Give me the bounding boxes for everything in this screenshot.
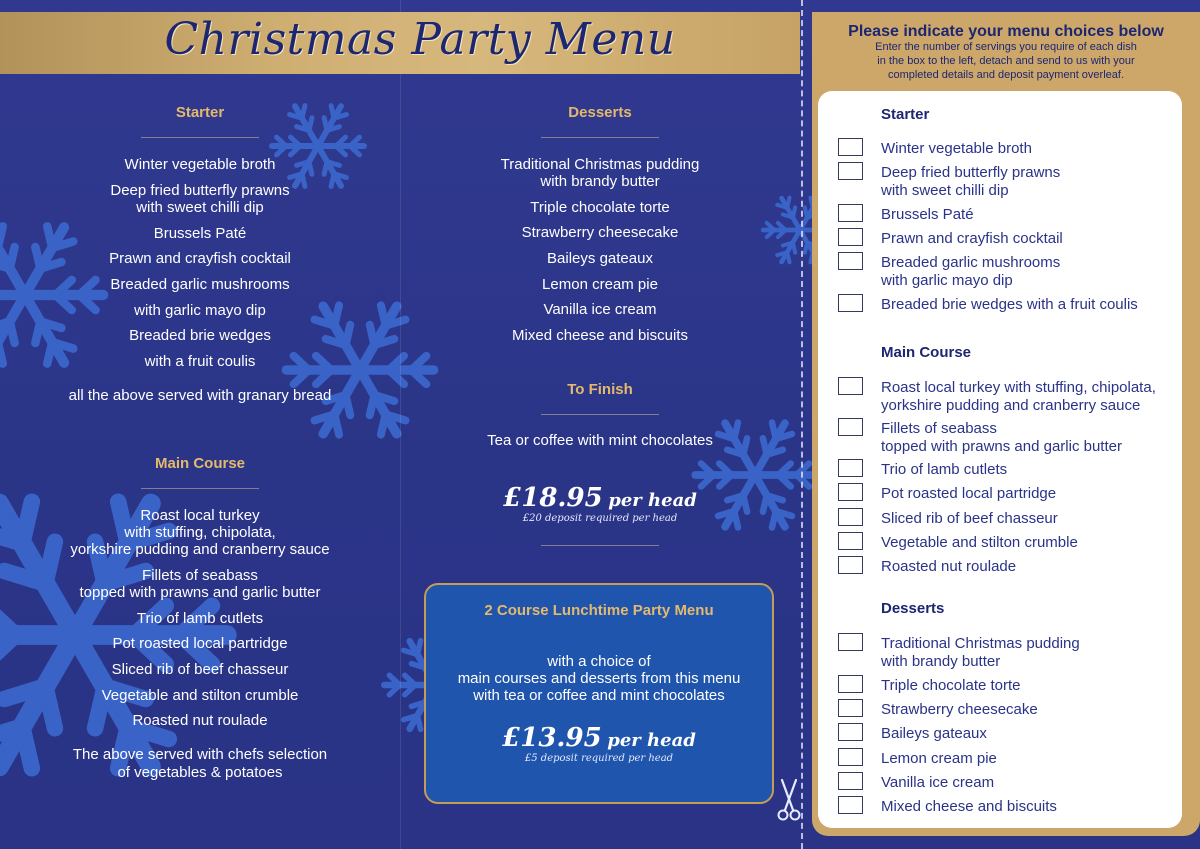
desserts-heading: Desserts <box>568 104 632 121</box>
list-item: Trio of lamb cutlets <box>136 610 264 627</box>
list-item: Lemon cream pie <box>542 276 658 293</box>
list-item: Vanilla ice cream <box>543 301 657 318</box>
servings-box[interactable] <box>838 532 863 550</box>
servings-box[interactable] <box>838 675 863 693</box>
main-note: of vegetables & potatoes <box>117 764 283 781</box>
list-item: Deep fried butterfly prawns <box>110 182 290 199</box>
list-item: Triple chocolate torte <box>530 199 670 216</box>
list-item: Breaded brie wedges <box>129 327 271 344</box>
lunch-menu-box <box>424 583 774 804</box>
divider <box>541 414 659 415</box>
page-title: Christmas Party Menu <box>164 14 676 65</box>
servings-box[interactable] <box>838 483 863 501</box>
price-amount: £18.95 <box>503 483 603 513</box>
form-starter-heading: Starter <box>881 106 930 123</box>
servings-box[interactable] <box>838 162 863 180</box>
divider <box>541 545 659 546</box>
starter-note: all the above served with granary bread <box>68 387 332 404</box>
form-header <box>812 12 1200 86</box>
list-item: with brandy butter <box>540 173 660 190</box>
starter-heading: Starter <box>175 104 225 121</box>
form-item: Mixed cheese and biscuits <box>881 798 1057 815</box>
list-item: Winter vegetable broth <box>124 156 276 173</box>
perforation-line <box>801 0 803 849</box>
list-item: Baileys gateaux <box>547 250 653 267</box>
form-item: Breaded brie wedges with a fruit coulis <box>881 296 1138 313</box>
form-instruction-line: in the box to the left, detach and send to us with your <box>877 55 1135 67</box>
form-item: Roasted nut roulade <box>881 558 1017 575</box>
list-item: with stuffing, chipolata, <box>124 524 276 541</box>
list-item: Prawn and crayfish cocktail <box>109 250 291 267</box>
list-item: topped with prawns and garlic butter <box>79 584 321 601</box>
price-per-head <box>400 483 800 513</box>
servings-box[interactable] <box>838 748 863 766</box>
list-item: Mixed cheese and biscuits <box>512 327 688 344</box>
servings-box[interactable] <box>838 204 863 222</box>
servings-box[interactable] <box>838 508 863 526</box>
lunch-line: with tea or coffee and mint chocolates <box>473 687 725 704</box>
lunch-line: with a choice of <box>547 653 651 670</box>
servings-box[interactable] <box>838 723 863 741</box>
form-item: Sliced rib of beef chasseur <box>881 510 1058 527</box>
form-item: Fillets of seabass topped with prawns and garlic butter <box>881 420 1122 455</box>
list-item: Roast local turkey <box>140 507 260 524</box>
list-item: Vegetable and stilton crumble <box>101 687 299 704</box>
list-item: yorkshire pudding and cranberry sauce <box>70 541 330 558</box>
servings-box[interactable] <box>838 228 863 246</box>
form-item: Breaded garlic mushrooms with garlic mayo dip <box>881 254 1061 289</box>
lunch-line: main courses and desserts from this menu <box>457 670 741 687</box>
form-desserts-heading: Desserts <box>881 600 945 617</box>
main-note: The above served with chefs selection <box>72 746 328 763</box>
form-title: Please indicate your menu choices below <box>848 23 1164 40</box>
servings-box[interactable] <box>838 418 863 436</box>
main-heading: Main Course <box>154 455 245 472</box>
list-item: with sweet chilli dip <box>136 199 264 216</box>
per-head-label: per head <box>607 730 696 751</box>
left-column <box>0 0 400 849</box>
servings-box[interactable] <box>838 699 863 717</box>
servings-box[interactable] <box>838 633 863 651</box>
list-item: Sliced rib of beef chasseur <box>111 661 289 678</box>
lunch-heading: 2 Course Lunchtime Party Menu <box>484 602 714 619</box>
form-item: Brussels Paté <box>881 206 974 223</box>
servings-box[interactable] <box>838 772 863 790</box>
form-instructions <box>812 40 1200 82</box>
list-item: Brussels Paté <box>153 225 247 242</box>
form-item: Strawberry cheesecake <box>881 701 1038 718</box>
list-item: with a fruit coulis <box>144 353 256 370</box>
servings-box[interactable] <box>838 294 863 312</box>
form-item: Trio of lamb cutlets <box>881 461 1008 478</box>
form-item: Deep fried butterfly prawns with sweet chilli dip <box>881 164 1061 199</box>
finish-item: Tea or coffee with mint chocolates <box>487 432 713 449</box>
form-item: Winter vegetable broth <box>881 140 1032 157</box>
servings-box[interactable] <box>838 377 863 395</box>
form-item: Prawn and crayfish cocktail <box>881 230 1063 247</box>
form-item: Triple chocolate torte <box>881 677 1021 694</box>
servings-box[interactable] <box>838 459 863 477</box>
form-item: Vanilla ice cream <box>881 774 995 791</box>
form-main-heading: Main Course <box>881 344 972 361</box>
form-item: Lemon cream pie <box>881 750 997 767</box>
deposit-note: £20 deposit required per head <box>522 513 678 524</box>
per-head-label: per head <box>608 490 697 511</box>
deposit-note: £5 deposit required per head <box>524 753 674 764</box>
divider <box>541 137 659 138</box>
list-item: with garlic mayo dip <box>134 302 266 319</box>
form-instruction-line: completed details and deposit payment overleaf. <box>887 69 1125 81</box>
lunch-price <box>426 723 772 753</box>
list-item: Strawberry cheesecake <box>521 224 679 241</box>
divider <box>141 137 259 138</box>
form-item: Roast local turkey with stuffing, chipolata, yorkshire pudding and cranberry sauce <box>881 379 1156 414</box>
form-item: Baileys gateaux <box>881 725 987 742</box>
servings-box[interactable] <box>838 556 863 574</box>
list-item: Breaded garlic mushrooms <box>110 276 290 293</box>
list-item: Fillets of seabass <box>142 567 258 584</box>
form-item: Pot roasted local partridge <box>881 485 1057 502</box>
list-item: Pot roasted local partridge <box>112 635 288 652</box>
finish-heading: To Finish <box>567 381 633 398</box>
servings-box[interactable] <box>838 138 863 156</box>
price-amount: £13.95 <box>502 723 602 753</box>
form-item: Vegetable and stilton crumble <box>881 534 1078 551</box>
form-instruction-line: Enter the number of servings you require of each dish <box>875 41 1137 53</box>
list-item: Roasted nut roulade <box>132 712 268 729</box>
list-item: Traditional Christmas pudding <box>500 156 700 173</box>
servings-box[interactable] <box>838 252 863 270</box>
scissors-icon <box>776 778 802 822</box>
divider <box>141 488 259 489</box>
servings-box[interactable] <box>838 796 863 814</box>
form-item: Traditional Christmas pudding with brandy butter <box>881 635 1080 670</box>
